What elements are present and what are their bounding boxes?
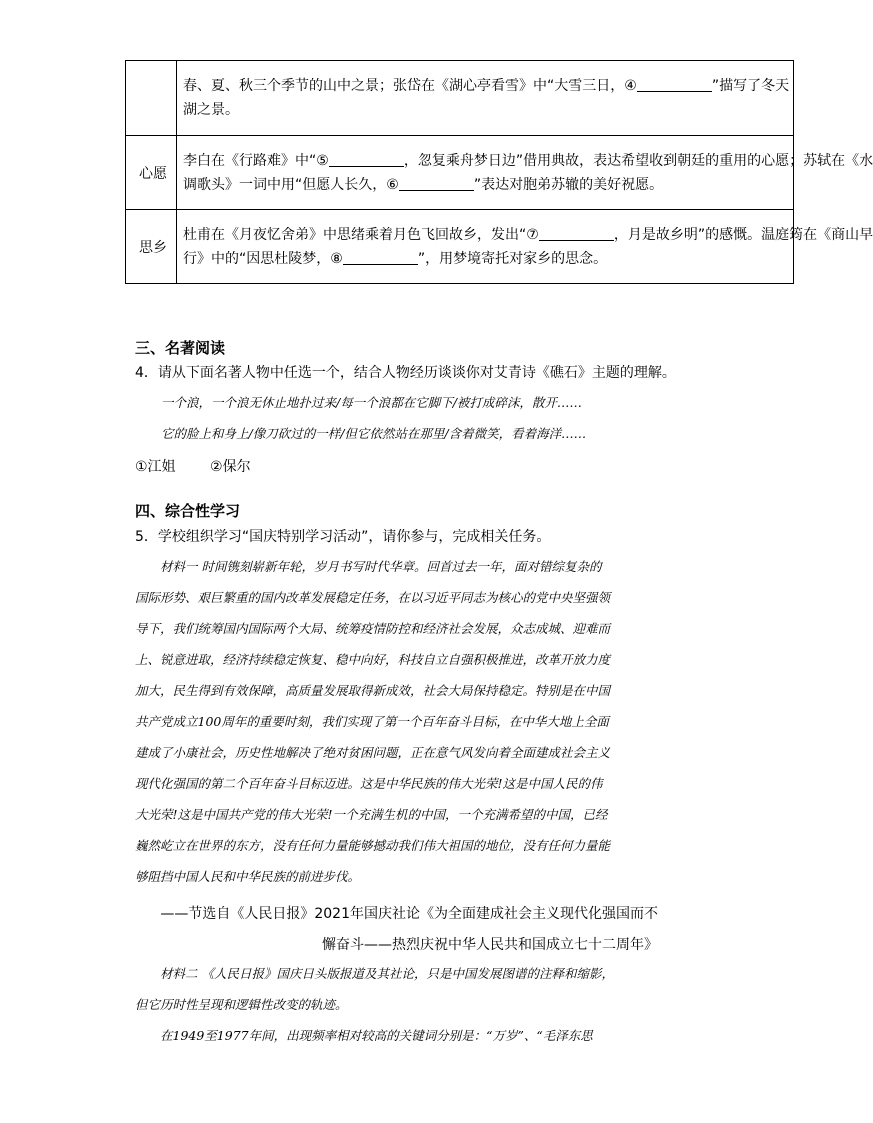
text-line: 但它历时性呈现和逻辑性改变的轨迹。 xyxy=(135,997,348,1012)
option-baoer[interactable]: ②保尔 xyxy=(210,459,251,475)
text-line: 上、锐意进取，经济持续稳定恢复、稳中向好，科技自立自强积极推进，改革开放力度 xyxy=(135,652,611,667)
row-content: 李白在《行路难》中“⑤ ，忽复乘舟梦日边”借用典故，表达希望收到朝廷的重用的心愿；苏轼在《水 调歌头》一词中用“但愿人长久，⑥ ”表达对胞弟苏辙的美好祝愿。 xyxy=(177,136,794,210)
options-row xyxy=(135,456,281,476)
option-jiangjie[interactable]: ①江姐 xyxy=(135,459,176,475)
row-label: 思乡 xyxy=(126,210,177,284)
table-row xyxy=(126,61,794,136)
material-1 xyxy=(135,551,665,892)
answer-blank-7[interactable]: ⑦ xyxy=(526,227,614,243)
text-line: 国际形势、艰巨繁重的国内改革发展稳定任务，在以习近平同志为核心的党中央坚强领 xyxy=(135,590,611,605)
text-line: 建成了小康社会，历史性地解决了绝对贫困问题，正在意气风发向着全面建成社会主义 xyxy=(135,745,611,760)
text-line: 加大，民生得到有效保障，高质量发展取得新成效，社会大局保持稳定。特别是在中国 xyxy=(135,683,611,698)
text-line: 材料一 时间镌刻崭新年轮，岁月书写时代华章。回首过去一年，面对错综复杂的 xyxy=(160,559,602,574)
text-line: 导下，我们统筹国内国际两个大局、统筹疫情防控和经济社会发展，众志成城、迎难而 xyxy=(135,621,611,636)
question-4: 4．请从下面名著人物中任选一个，结合人物经历谈谈你对艾青诗《礁石》主题的理解。 xyxy=(135,365,676,381)
table-row xyxy=(126,136,794,210)
answer-blank-5[interactable]: ⑤ xyxy=(316,153,404,169)
text-line: 现代化强国的第二个百年奋斗目标迈进。这是中华民族的伟大光荣!这是中国人民的伟 xyxy=(135,776,603,791)
source-line-2: 懈奋斗——热烈庆祝中华人民共和国成立七十二周年》 xyxy=(322,937,658,953)
text-line: 巍然屹立在世界的东方，没有任何力量能够撼动我们伟大祖国的地位，没有任何力量能 xyxy=(135,838,611,853)
row-label xyxy=(126,61,177,136)
answer-blank-4[interactable]: ④ xyxy=(624,78,712,94)
text-line: 材料二 《人民日报》国庆日头版报道及其社论，只是中国发展图谱的注释和缩影， xyxy=(160,966,614,981)
section-heading-3: 三、名著阅读 xyxy=(135,339,226,357)
text-line: 大光荣!这是中国共产党的伟大光荣!一个充满生机的中国，一个充满希望的中国，已经 xyxy=(135,807,608,822)
poem-line-1: 一个浪，一个浪无休止地扑过来/每一个浪都在它脚下/被打成碎沫，散开…… xyxy=(161,395,582,410)
row-content: 春、夏、秋三个季节的山中之景；张岱在《湖心亭看雪》中“大雪三日，④ ”描写了冬天 湖之景。 xyxy=(177,61,794,136)
poem-line-2: 它的脸上和身上/像刀砍过的一样/但它依然站在那里/含着微笑，看着海洋…… xyxy=(161,426,587,441)
text-line: 够阻挡中国人民和中华民族的前进步伐。 xyxy=(135,869,361,884)
row-label: 心愿 xyxy=(126,136,177,210)
answer-blank-6[interactable]: ⑥ xyxy=(386,177,474,193)
text-line: 共产党成立100周年的重要时刻，我们实现了第一个百年奋斗目标，在中华大地上全面 xyxy=(135,714,609,729)
row-content: 杜甫在《月夜忆舍弟》中思绪乘着月色飞回故乡，发出“⑦ ，月是故乡明”的感慨。温庭筠在《商山早 行》中的“因思杜陵梦，⑧ ”，用梦境寄托对家乡的思念。 xyxy=(177,210,794,284)
question-5: 5．学校组织学习“国庆特别学习活动”，请你参与，完成相关任务。 xyxy=(135,529,551,545)
answer-blank-8[interactable]: ⑧ xyxy=(330,251,418,267)
theme-table xyxy=(125,60,873,284)
text-line: 在1949至1977年间，出现频率相对较高的关键词分别是：“万岁”、“毛泽东思 xyxy=(160,1028,593,1043)
source-line-1: ——节选自《人民日报》2021年国庆社论《为全面建成社会主义现代化强国而不 xyxy=(160,906,658,922)
material-2 xyxy=(135,958,665,1051)
section-heading-4: 四、综合性学习 xyxy=(135,502,241,520)
table-row xyxy=(126,210,794,284)
